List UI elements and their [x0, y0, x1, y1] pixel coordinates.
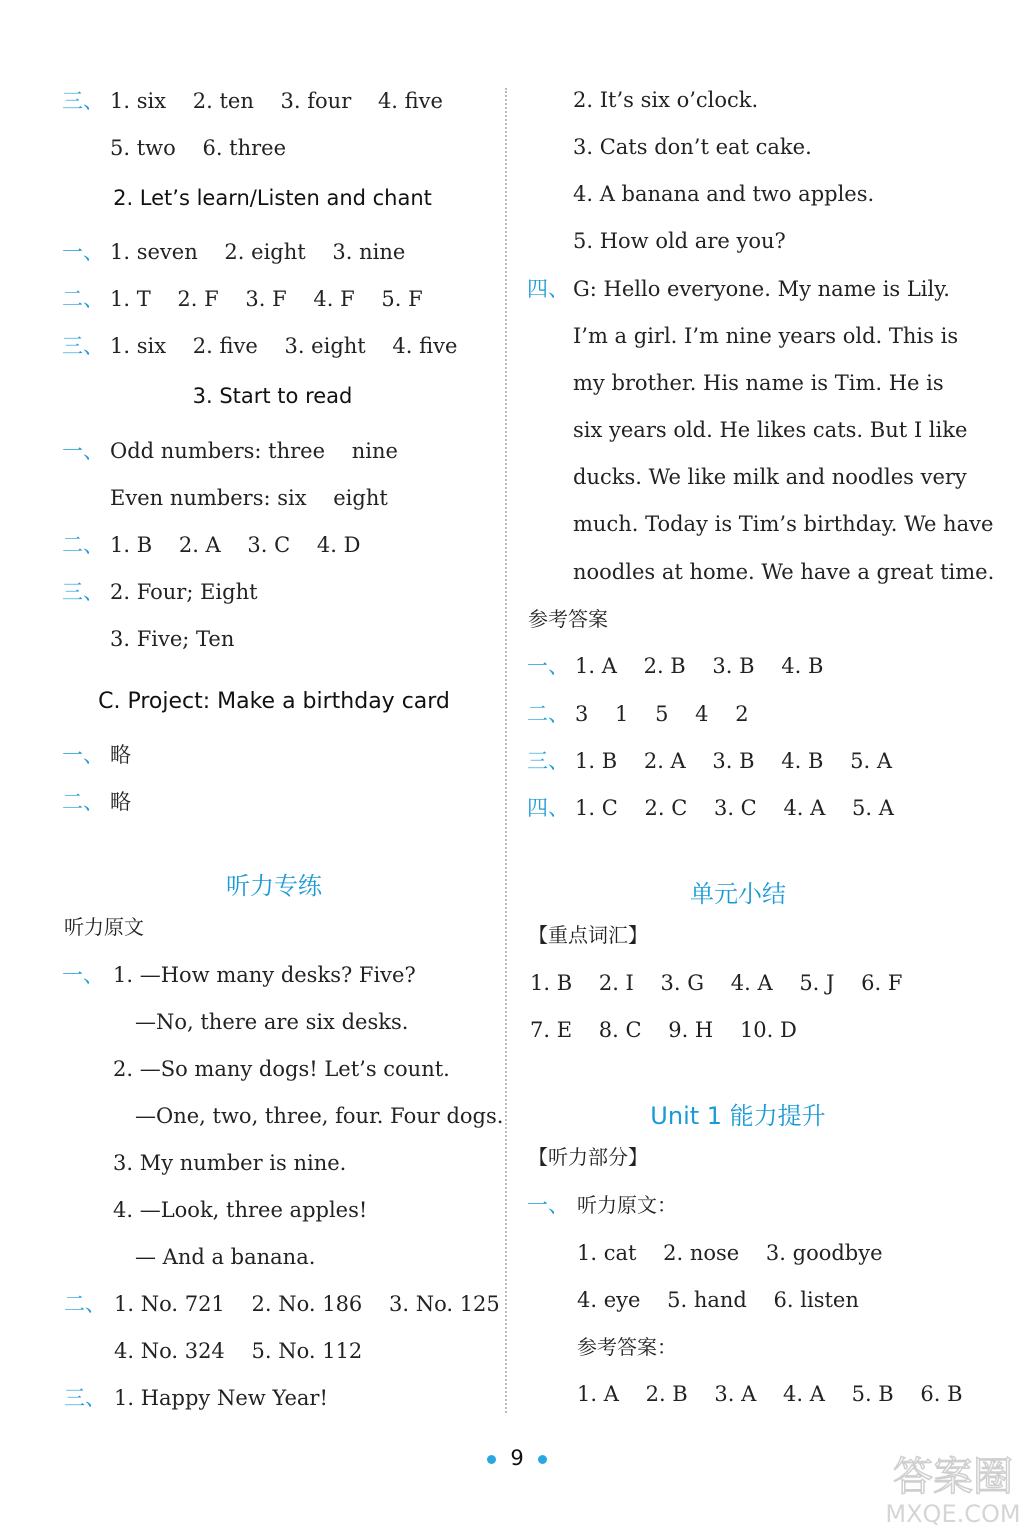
answer-row: 1. B 2. A 3. C 4. D	[110, 533, 361, 557]
watermark-url: MXQE.COM	[885, 1500, 1021, 1528]
answer-row: 略	[110, 743, 131, 767]
answer-row: 3 1 5 4 2	[575, 702, 749, 726]
section-marker: 一、	[62, 240, 104, 264]
section-marker: 二、	[64, 1292, 106, 1316]
script-label: 听力原文	[64, 915, 144, 939]
passage-line: my brother. His name is Tim. He is	[573, 371, 944, 395]
script-line: 5. How old are you?	[573, 229, 786, 253]
column-divider	[505, 88, 507, 1413]
lesson-heading: 2. Let’s learn/Listen and chant	[113, 186, 432, 210]
answer-row: 2. Four; Eight	[110, 580, 258, 604]
script-line: 4. —Look, three apples!	[113, 1198, 368, 1222]
answer-row: 7. E 8. C 9. H 10. D	[530, 1018, 797, 1042]
answer-row: 1. C 2. C 3. C 4. A 5. A	[575, 796, 894, 820]
answer-row: 5. two 6. three	[110, 136, 287, 160]
section-marker: 三、	[64, 1386, 106, 1410]
answer-row: 3. Five; Ten	[110, 627, 235, 651]
watermark-logo-icon	[878, 1442, 1028, 1532]
section-marker: 三、	[527, 749, 569, 773]
section-marker: 一、	[527, 1193, 569, 1217]
passage-line: six years old. He likes cats. But I like	[573, 418, 968, 442]
answer-row: 1. B 2. I 3. G 4. A 5. J 6. F	[530, 971, 903, 995]
answer-row: 1. A 2. B 3. B 4. B	[575, 654, 824, 678]
answer-row: 1. No. 721 2. No. 186 3. No. 125	[114, 1292, 500, 1316]
answer-row: 1. T 2. F 3. F 4. F 5. F	[110, 287, 423, 311]
watermark-text: 答案圈	[893, 1454, 1013, 1500]
section-marker: 四、	[527, 796, 569, 820]
script-line: 2. It’s six o’clock.	[573, 88, 759, 112]
answer-row: 略	[110, 790, 131, 814]
script-line: 1. —How many desks? Five?	[113, 963, 416, 987]
lesson-heading: 3. Start to read	[192, 384, 353, 408]
section-marker: 一、	[527, 654, 569, 678]
answer-row: Even numbers: six eight	[110, 486, 388, 510]
script-line: 4. A banana and two apples.	[573, 182, 875, 206]
script-line: — And a banana.	[135, 1245, 316, 1269]
section-marker: 一、	[62, 743, 104, 767]
passage-line: noodles at home. We have a great time.	[573, 560, 995, 584]
passage-line: ducks. We like milk and noodles very	[573, 465, 967, 489]
section-marker: 三、	[62, 89, 104, 113]
script-line: —One, two, three, four. Four dogs.	[135, 1104, 504, 1128]
section-marker: 一、	[62, 963, 104, 987]
passage-line: much. Today is Tim’s birthday. We have	[573, 512, 994, 536]
script-line: 2. —So many dogs! Let’s count.	[113, 1057, 450, 1081]
script-label: 听力原文：	[577, 1193, 677, 1217]
answer-row: 4. No. 324 5. No. 112	[114, 1339, 363, 1363]
page-number: 9	[510, 1446, 524, 1470]
section-marker: 二、	[62, 533, 104, 557]
passage-line: I’m a girl. I’m nine years old. This is	[573, 324, 959, 348]
listening-part-label: 【听力部分】	[528, 1145, 648, 1169]
answer-row: 4. eye 5. hand 6. listen	[577, 1288, 859, 1312]
section-title: Unit 1 能力提升	[650, 1102, 826, 1130]
script-line: 3. My number is nine.	[113, 1151, 347, 1175]
answer-row: 1. B 2. A 3. B 4. B 5. A	[575, 749, 892, 773]
section-marker: 二、	[62, 790, 104, 814]
section-marker: 一、	[62, 439, 104, 463]
answer-row: 1. six 2. five 3. eight 4. five	[110, 334, 458, 358]
answer-row: 1. Happy New Year!	[114, 1386, 328, 1410]
answer-row: 1. A 2. B 3. A 4. A 5. B 6. B	[577, 1382, 963, 1406]
answer-row: 1. seven 2. eight 3. nine	[110, 240, 406, 264]
answer-row: 1. six 2. ten 3. four 4. five	[110, 89, 443, 113]
section-marker: 三、	[62, 334, 104, 358]
section-marker: 四、	[527, 277, 569, 301]
section-marker: 二、	[527, 702, 569, 726]
answer-row: 1. cat 2. nose 3. goodbye	[577, 1241, 883, 1265]
answer-label: 参考答案	[528, 607, 608, 631]
script-line: —No, there are six desks.	[135, 1010, 409, 1034]
bullet-dot-icon	[487, 1455, 496, 1464]
answer-label: 参考答案：	[577, 1335, 677, 1359]
section-marker: 三、	[62, 580, 104, 604]
answer-row: Odd numbers: three nine	[110, 439, 398, 463]
passage-line: G: Hello everyone. My name is Lily.	[573, 277, 950, 301]
bullet-dot-icon	[538, 1455, 547, 1464]
section-title: 听力专练	[226, 872, 322, 900]
script-line: 3. Cats don’t eat cake.	[573, 135, 812, 159]
section-title: 单元小结	[690, 880, 786, 908]
vocab-label: 【重点词汇】	[528, 923, 648, 947]
section-marker: 二、	[62, 287, 104, 311]
lesson-heading: C. Project: Make a birthday card	[98, 689, 450, 714]
